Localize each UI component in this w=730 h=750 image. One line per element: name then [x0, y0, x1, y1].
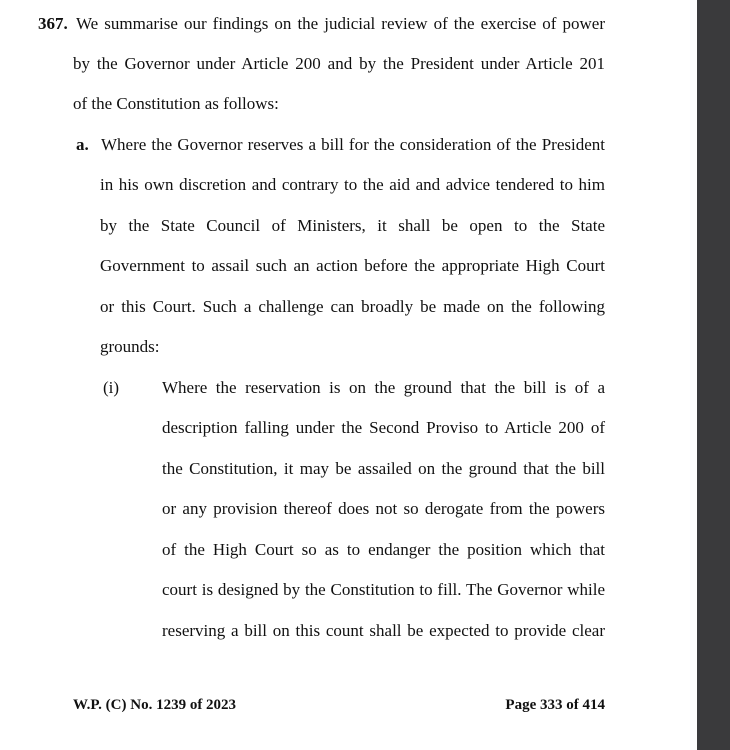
- item-i-marker: (i): [103, 378, 120, 397]
- item-a-line: Government to assail such an action before the appropriate High Court: [100, 256, 605, 275]
- item-a-line: grounds:: [100, 337, 160, 356]
- paragraph-line: of the Constitution as follows:: [73, 94, 279, 113]
- item-i-line: of the High Court so as to endanger the position which that: [162, 540, 605, 559]
- paragraph-number: 367.: [38, 14, 68, 33]
- item-i-line: court is designed by the Constitution to fill. The Governor while: [162, 580, 605, 599]
- page-number: Page 333 of 414: [505, 697, 605, 713]
- paragraph-line: by the Governor under Article 200 and by the President under Article 201: [73, 54, 605, 73]
- item-i-line: reserving a bill on this count shall be expected to provide clear: [162, 621, 605, 640]
- item-a-line: by the State Council of Ministers, it shall be open to the State: [100, 216, 605, 235]
- item-i-line: description falling under the Second Proviso to Article 200 of: [162, 418, 605, 437]
- item-i-line: the Constitution, it may be assailed on the ground that the bill: [162, 459, 605, 478]
- item-i-line: or any provision thereof does not so derogate from the powers: [162, 499, 605, 518]
- paragraph-line: We summarise our findings on the judicial review of the exercise of power: [76, 14, 605, 33]
- item-a-line: in his own discretion and contrary to the aid and advice tendered to him: [100, 175, 605, 194]
- case-number: W.P. (C) No. 1239 of 2023: [73, 697, 237, 713]
- item-a-line: Where the Governor reserves a bill for the consideration of the President: [101, 135, 605, 154]
- item-i-line: Where the reservation is on the ground that the bill is of a: [162, 378, 605, 397]
- item-a-marker: a.: [76, 135, 89, 154]
- viewer-background: [697, 0, 730, 750]
- item-a-line: or this Court. Such a challenge can broadly be made on the following: [100, 297, 605, 316]
